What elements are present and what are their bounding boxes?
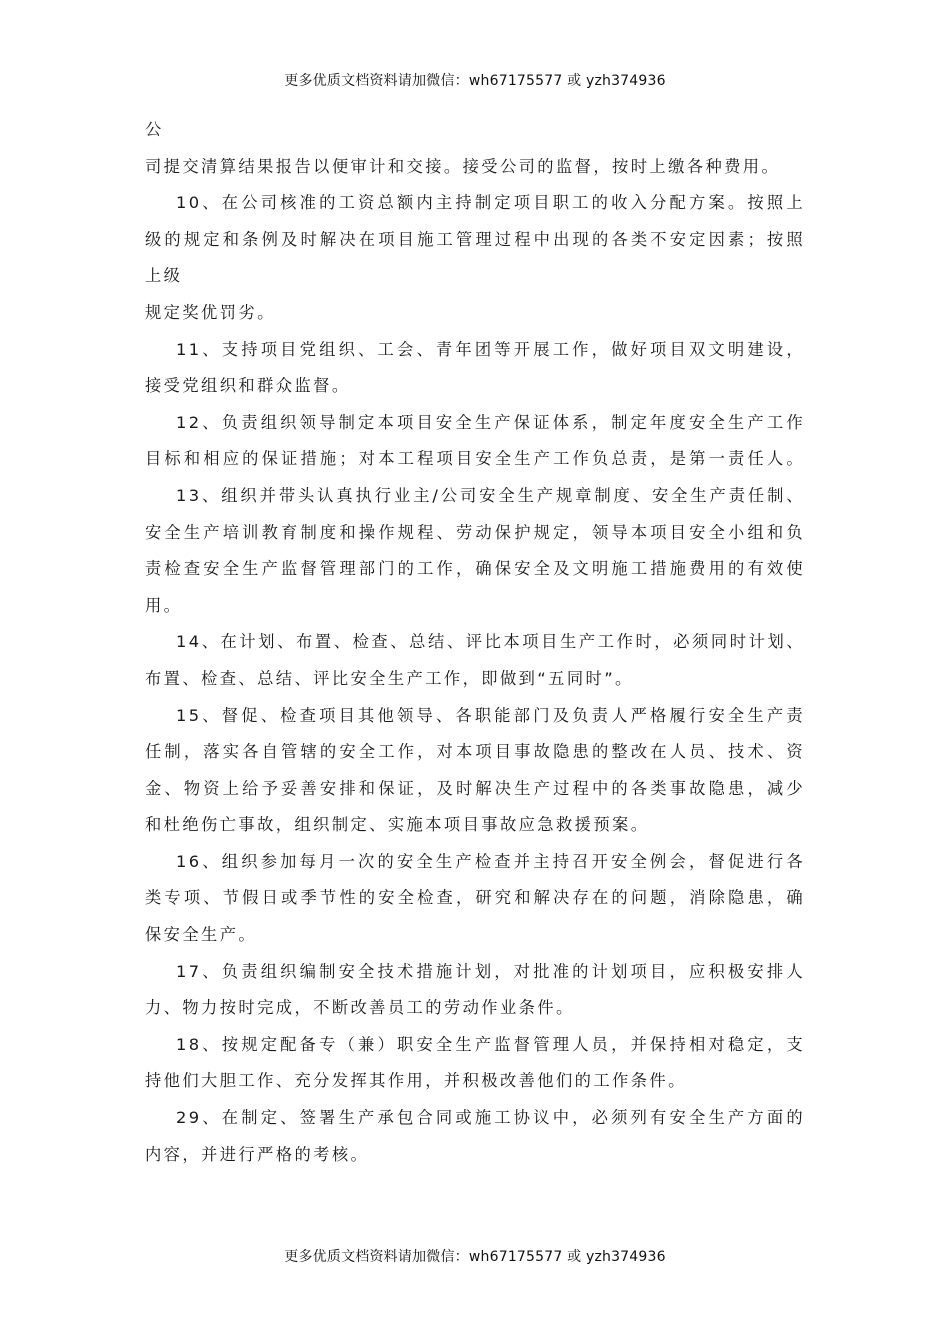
text-line: 力、物力按时完成，不断改善员工的劳动作业条件。	[145, 998, 575, 1018]
paragraph-17-start: 17、负责组织编制安全技术措施计划，对批准的计划项目，应积极安排人	[176, 961, 805, 981]
paragraph-11-start: 11、支持项目党组织、工会、青年团等开展工作，做好项目双文明建设，	[176, 339, 805, 359]
page-footer-note: 更多优质文档资料请加微信：wh67175577 或 yzh374936	[284, 1249, 666, 1265]
paragraph-13-start: 13、组织并带头认真执行业主/公司安全生产规章制度、安全生产责任制、	[176, 485, 805, 505]
text-line: 级的规定和条例及时解决在项目施工管理过程中出现的各类不安定因素；按照	[145, 229, 805, 249]
text-line: 持他们大胆工作、充分发挥其作用，并积极改善他们的工作条件。	[145, 1071, 687, 1091]
text-line: 任制，落实各自管辖的安全工作，对本项目事故隐患的整改在人员、技术、资	[145, 742, 805, 762]
text-line: 保安全生产。	[145, 925, 258, 945]
text-line: 布置、检查、总结、评比安全生产工作，即做到“五同时”。	[145, 668, 634, 688]
text-line: 安全生产培训教育制度和操作规程、劳动保护规定，领导本项目安全小组和负	[145, 522, 805, 542]
paragraph-29-start: 29、在制定、签署生产承包合同或施工协议中，必须列有安全生产方面的	[176, 1108, 805, 1128]
paragraph-15-start: 15、督促、检查项目其他领导、各职能部门及负责人严格履行安全生产责	[176, 705, 805, 725]
text-line: 内容，并进行严格的考核。	[145, 1144, 370, 1164]
page-header-note: 更多优质文档资料请加微信：wh67175577 或 yzh374936	[284, 73, 666, 89]
paragraph-18-start: 18、按规定配备专（兼）职安全生产监督管理人员，并保持相对稳定，支	[176, 1034, 805, 1054]
document-body	[145, 112, 805, 1173]
text-line: 类专项、节假日或季节性的安全检查，研究和解决存在的问题，消除隐患，确	[145, 888, 805, 908]
text-line: 规定奖优罚劣。	[145, 302, 276, 322]
text-line: 金、物资上给予妥善安排和保证，及时解决生产过程中的各类事故隐患，减少	[145, 778, 805, 798]
text-line: 用。	[145, 595, 183, 615]
paragraph-10-start: 10、在公司核准的工资总额内主持制定项目职工的收入分配方案。按照上	[176, 193, 805, 213]
text-line: 接受党组织和群众监督。	[145, 376, 351, 396]
text-line: 司提交清算结果报告以便审计和交接。接受公司的监督，按时上缴各种费用。	[145, 156, 781, 176]
paragraph-12-start: 12、负责组织领导制定本项目安全生产保证体系，制定年度安全生产工作	[176, 412, 805, 432]
text-line: 上级	[145, 266, 183, 286]
text-line: 公	[145, 120, 164, 139]
paragraph-14-start: 14、在计划、布置、检查、总结、评比本项目生产工作时，必须同时计划、	[176, 632, 805, 652]
text-line: 目标和相应的保证措施；对本工程项目安全生产工作负总责，是第一责任人。	[145, 449, 805, 469]
text-line: 和杜绝伤亡事故，组织制定、实施本项目事故应急救援预案。	[145, 815, 650, 835]
paragraph-16-start: 16、组织参加每月一次的安全生产检查并主持召开安全例会，督促进行各	[176, 851, 805, 871]
text-line: 责检查安全生产监督管理部门的工作，确保安全及文明施工措施费用的有效使	[145, 559, 805, 579]
